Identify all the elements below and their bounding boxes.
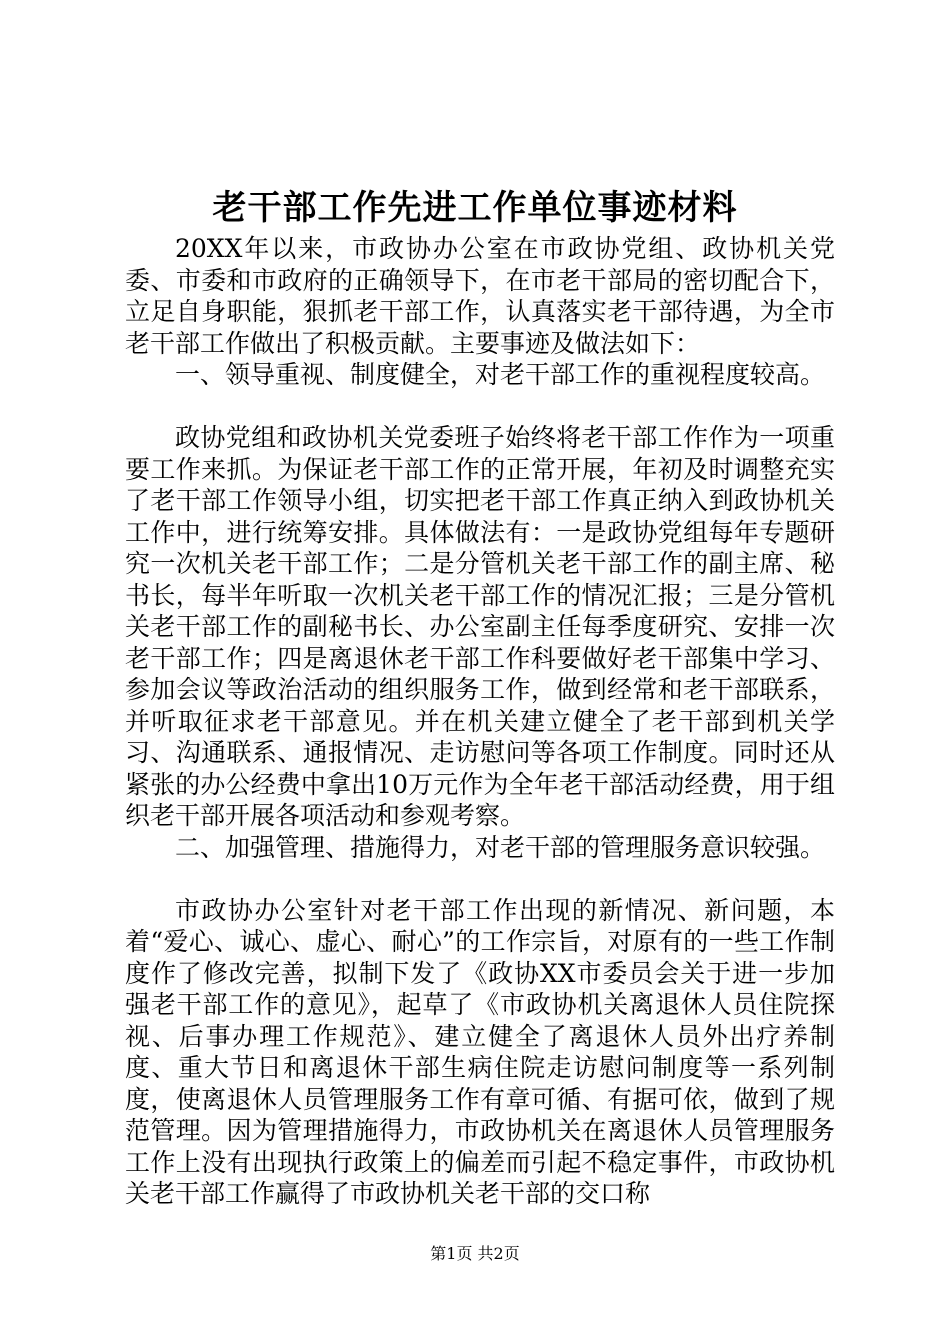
section-1-paragraph: 政协党组和政协机关党委班子始终将老干部工作作为一项重要工作来抓。为保证老干部工作的正常开展，年初及时调整充实了老干部工作领导小组，切实把老干部工作真正纳入到政协机关工作中，进行统筹安排。具体做法有：一是政协党组每年专题研究一次机关老干部工作；二是分管机关老干部工作的副主席、秘书长，每半年听取一次机关老干部工作的情况汇报；三是分管机关老干部工作的副秘书长、办公室副主任每季度研究、安排一次老干部工作；四是离退休老干部工作科要做好老干部集中学习、参加会议等政治活动的组织服务工作，做到经常和老干部联系，并听取征求老干部意见。并在机关建立健全了老干部到机关学习、沟通联系、通报情况、走访慰问等各项工作制度。同时还从紧张的办公经费中拿出10万元作为全年老干部活动经费，用于组织老干部开展各项活动和参观考察。 — [125, 423, 835, 830]
paragraph-gap — [125, 391, 835, 423]
page-title: 老干部工作先进工作单位事迹材料 — [212, 188, 738, 228]
intro-paragraph: 20XX年以来，市政协办公室在市政协党组、政协机关党委、市委和市政府的正确领导下，在市老干部局的密切配合下，立足自身职能，狠抓老干部工作，认真落实老干部待遇，为全市老干部工作做出了积极贡献。主要事迹及做法如下： — [125, 234, 835, 358]
section-2-paragraph: 市政协办公室针对老干部工作出现的新情况、新问题，本着“爱心、诚心、虚心、耐心”的工作宗旨，对原有的一些工作制度作了修改完善，拟制下发了《政协XX市委员会关于进一步加强老干部工作的意见》，起草了《市政协机关离退休人员住院探视、后事办理工作规范》、建立健全了离退休人员外出疗养制度、重大节日和离退休干部生病住院走访慰问制度等一系列制度，使离退休人员管理服务工作有章可循、有据可依，做到了规范管理。因为管理措施得力，市政协机关在离退休人员管理服务工作上没有出现执行政策上的偏差而引起不稳定事件，市政协机关老干部工作赢得了市政协机关老干部的交口称 — [125, 895, 835, 1208]
document-body — [125, 233, 835, 1210]
page-footer: 第1页 共2页 — [430, 1244, 520, 1263]
section-heading-1: 一、领导重视、制度健全，对老干部工作的重视程度较高。 — [175, 360, 826, 389]
paragraph-gap — [125, 863, 835, 895]
section-heading-2: 二、加强管理、措施得力，对老干部的管理服务意识较强。 — [175, 832, 826, 862]
